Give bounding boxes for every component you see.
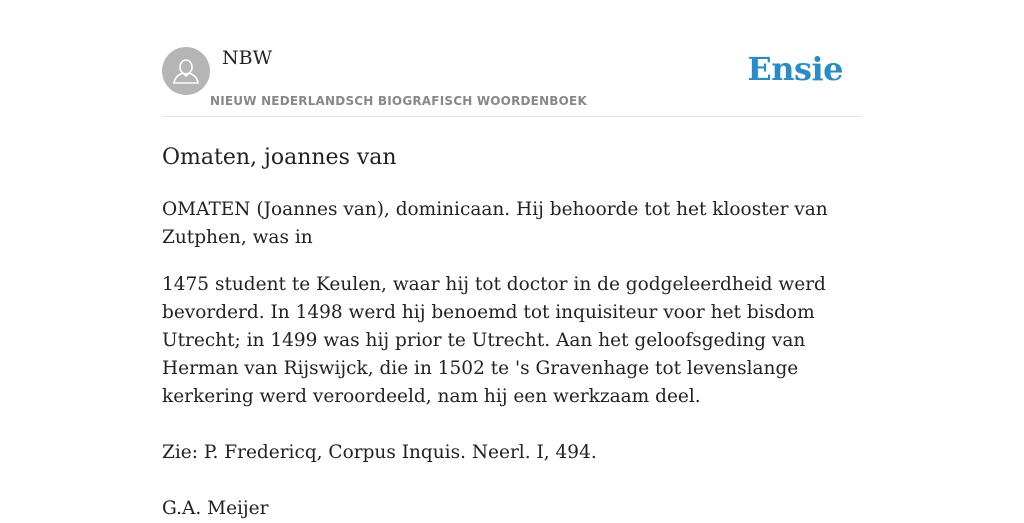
paragraph-reference: Zie: P. Fredericq, Corpus Inquis. Neerl. I, 494.: [162, 442, 597, 463]
brand-logo[interactable]: Ensie: [747, 50, 843, 88]
site-header: [162, 0, 862, 117]
article-page: [162, 0, 862, 523]
paragraph-biography: 1475 student te Keulen, waar hij tot doctor in de godgeleerdheid werd bevorderd. In 1498 werd hij benoemd tot inquisiteur voor het bisdom Utrecht; in 1499 was hij prior te Utrecht. Aan het geloofsgeding van Herman van Rijswijck, die in 1502 te 's Gravenhage tot levenslange kerkering werd veroordeeld, nam hij een werkzaam deel.: [162, 274, 826, 407]
article-body: [162, 196, 862, 523]
article-title: Omaten, joannes van: [162, 145, 397, 170]
paragraph-intro: OMATEN (Joannes van), dominicaan. Hij behoorde tot het klooster van Zutphen, was in: [162, 199, 828, 248]
site-subtitle: NIEUW NEDERLANDSCH BIOGRAFISCH WOORDENBOEK: [210, 94, 587, 108]
site-name[interactable]: NBW: [222, 47, 273, 69]
paragraph-author: G.A. Meijer: [162, 498, 269, 519]
user-avatar-icon[interactable]: [162, 47, 210, 95]
